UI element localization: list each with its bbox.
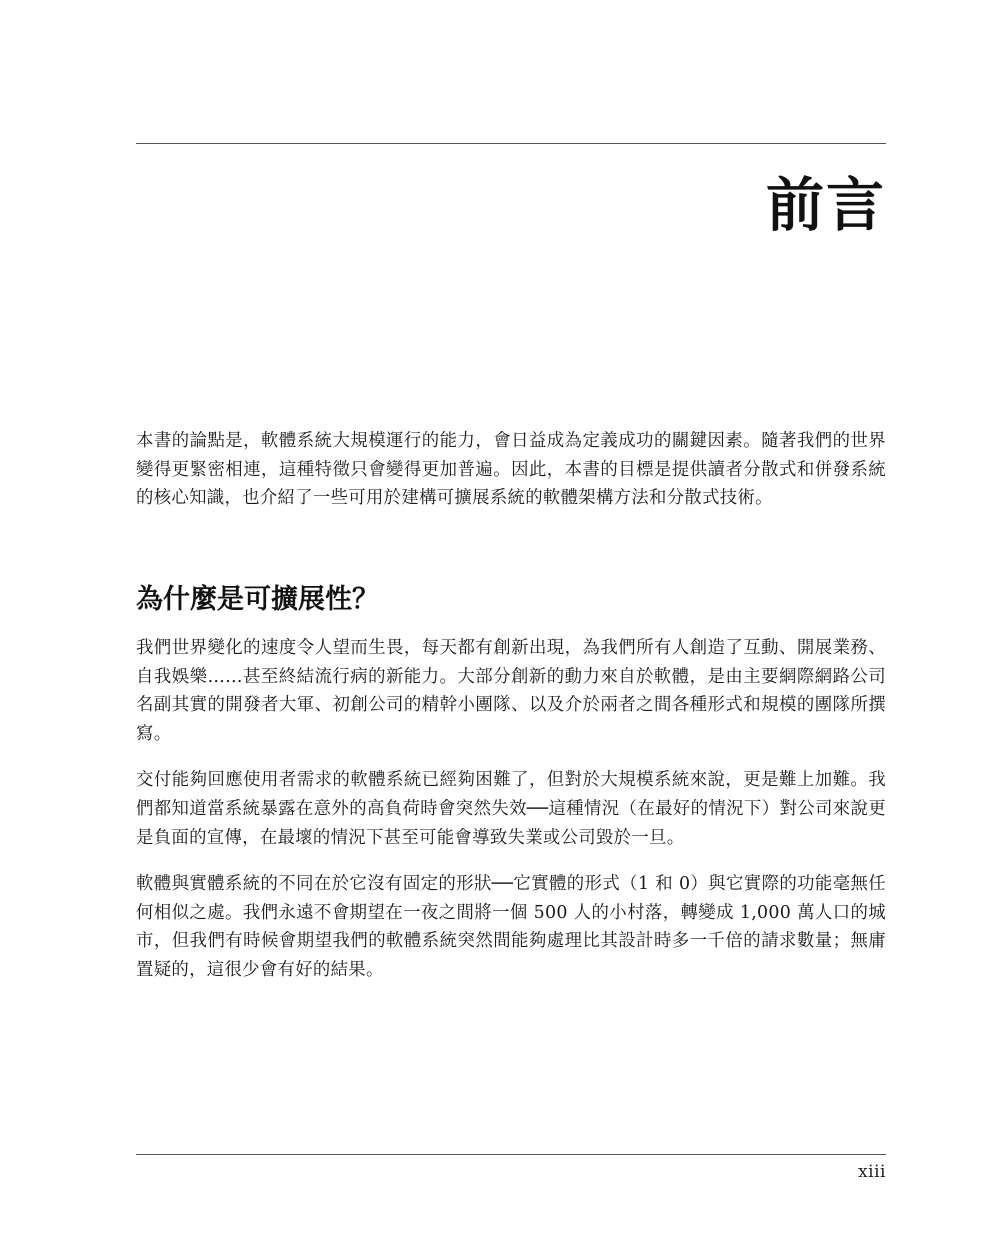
section-body <box>136 634 886 1003</box>
section-paragraph-1: 我們世界變化的速度令人望而生畏，每天都有創新出現，為我們所有人創造了互動、開展業務、自我娛樂……甚至終結流行病的新能力。大部分創新的動力來自於軟體，是由主要網際網路公司名副其實的開發者大軍、初創公司的精幹小團隊、以及介於兩者之間各種形式和規模的團隊所撰寫。 <box>136 638 886 744</box>
top-divider <box>136 143 886 144</box>
book-page <box>136 0 886 1243</box>
intro-block <box>136 427 886 531</box>
page-number: xiii <box>858 1162 886 1182</box>
bottom-divider <box>136 1154 886 1155</box>
section-heading: 為什麼是可擴展性？ <box>136 584 379 615</box>
section-paragraph-2: 交付能夠回應使用者需求的軟體系統已經夠困難了，但對於大規模系統來說，更是難上加難。我們都知道當系統暴露在意外的高負荷時會突然失效──這種情況（在最好的情況下）對公司來說更是負面的宣傳，在最壞的情況下甚至可能會導致失業或公司毀於一旦。 <box>136 770 886 848</box>
intro-paragraph: 本書的論點是，軟體系統大規模運行的能力，會日益成為定義成功的關鍵因素。隨著我們的世界變得更緊密相連，這種特徵只會變得更加普遍。因此，本書的目標是提供讀者分散式和併發系統的核心知識，也介紹了一些可用於建構可擴展系統的軟體架構方法和分散式技術。 <box>136 431 886 509</box>
section-paragraph-3: 軟體與實體系統的不同在於它沒有固定的形狀──它實體的形式（1 和 0）與它實際的功能毫無任何相似之處。我們永遠不會期望在一夜之間將一個 500 人的小村落，轉變成 1,000 萬人口的城市，但我們有時候會期望我們的軟體系統突然間能夠處理比其設計時多一千倍的請求數量；無庸置疑的，這很少會有好的結果。 <box>136 874 886 980</box>
chapter-title: 前言 <box>765 171 886 239</box>
